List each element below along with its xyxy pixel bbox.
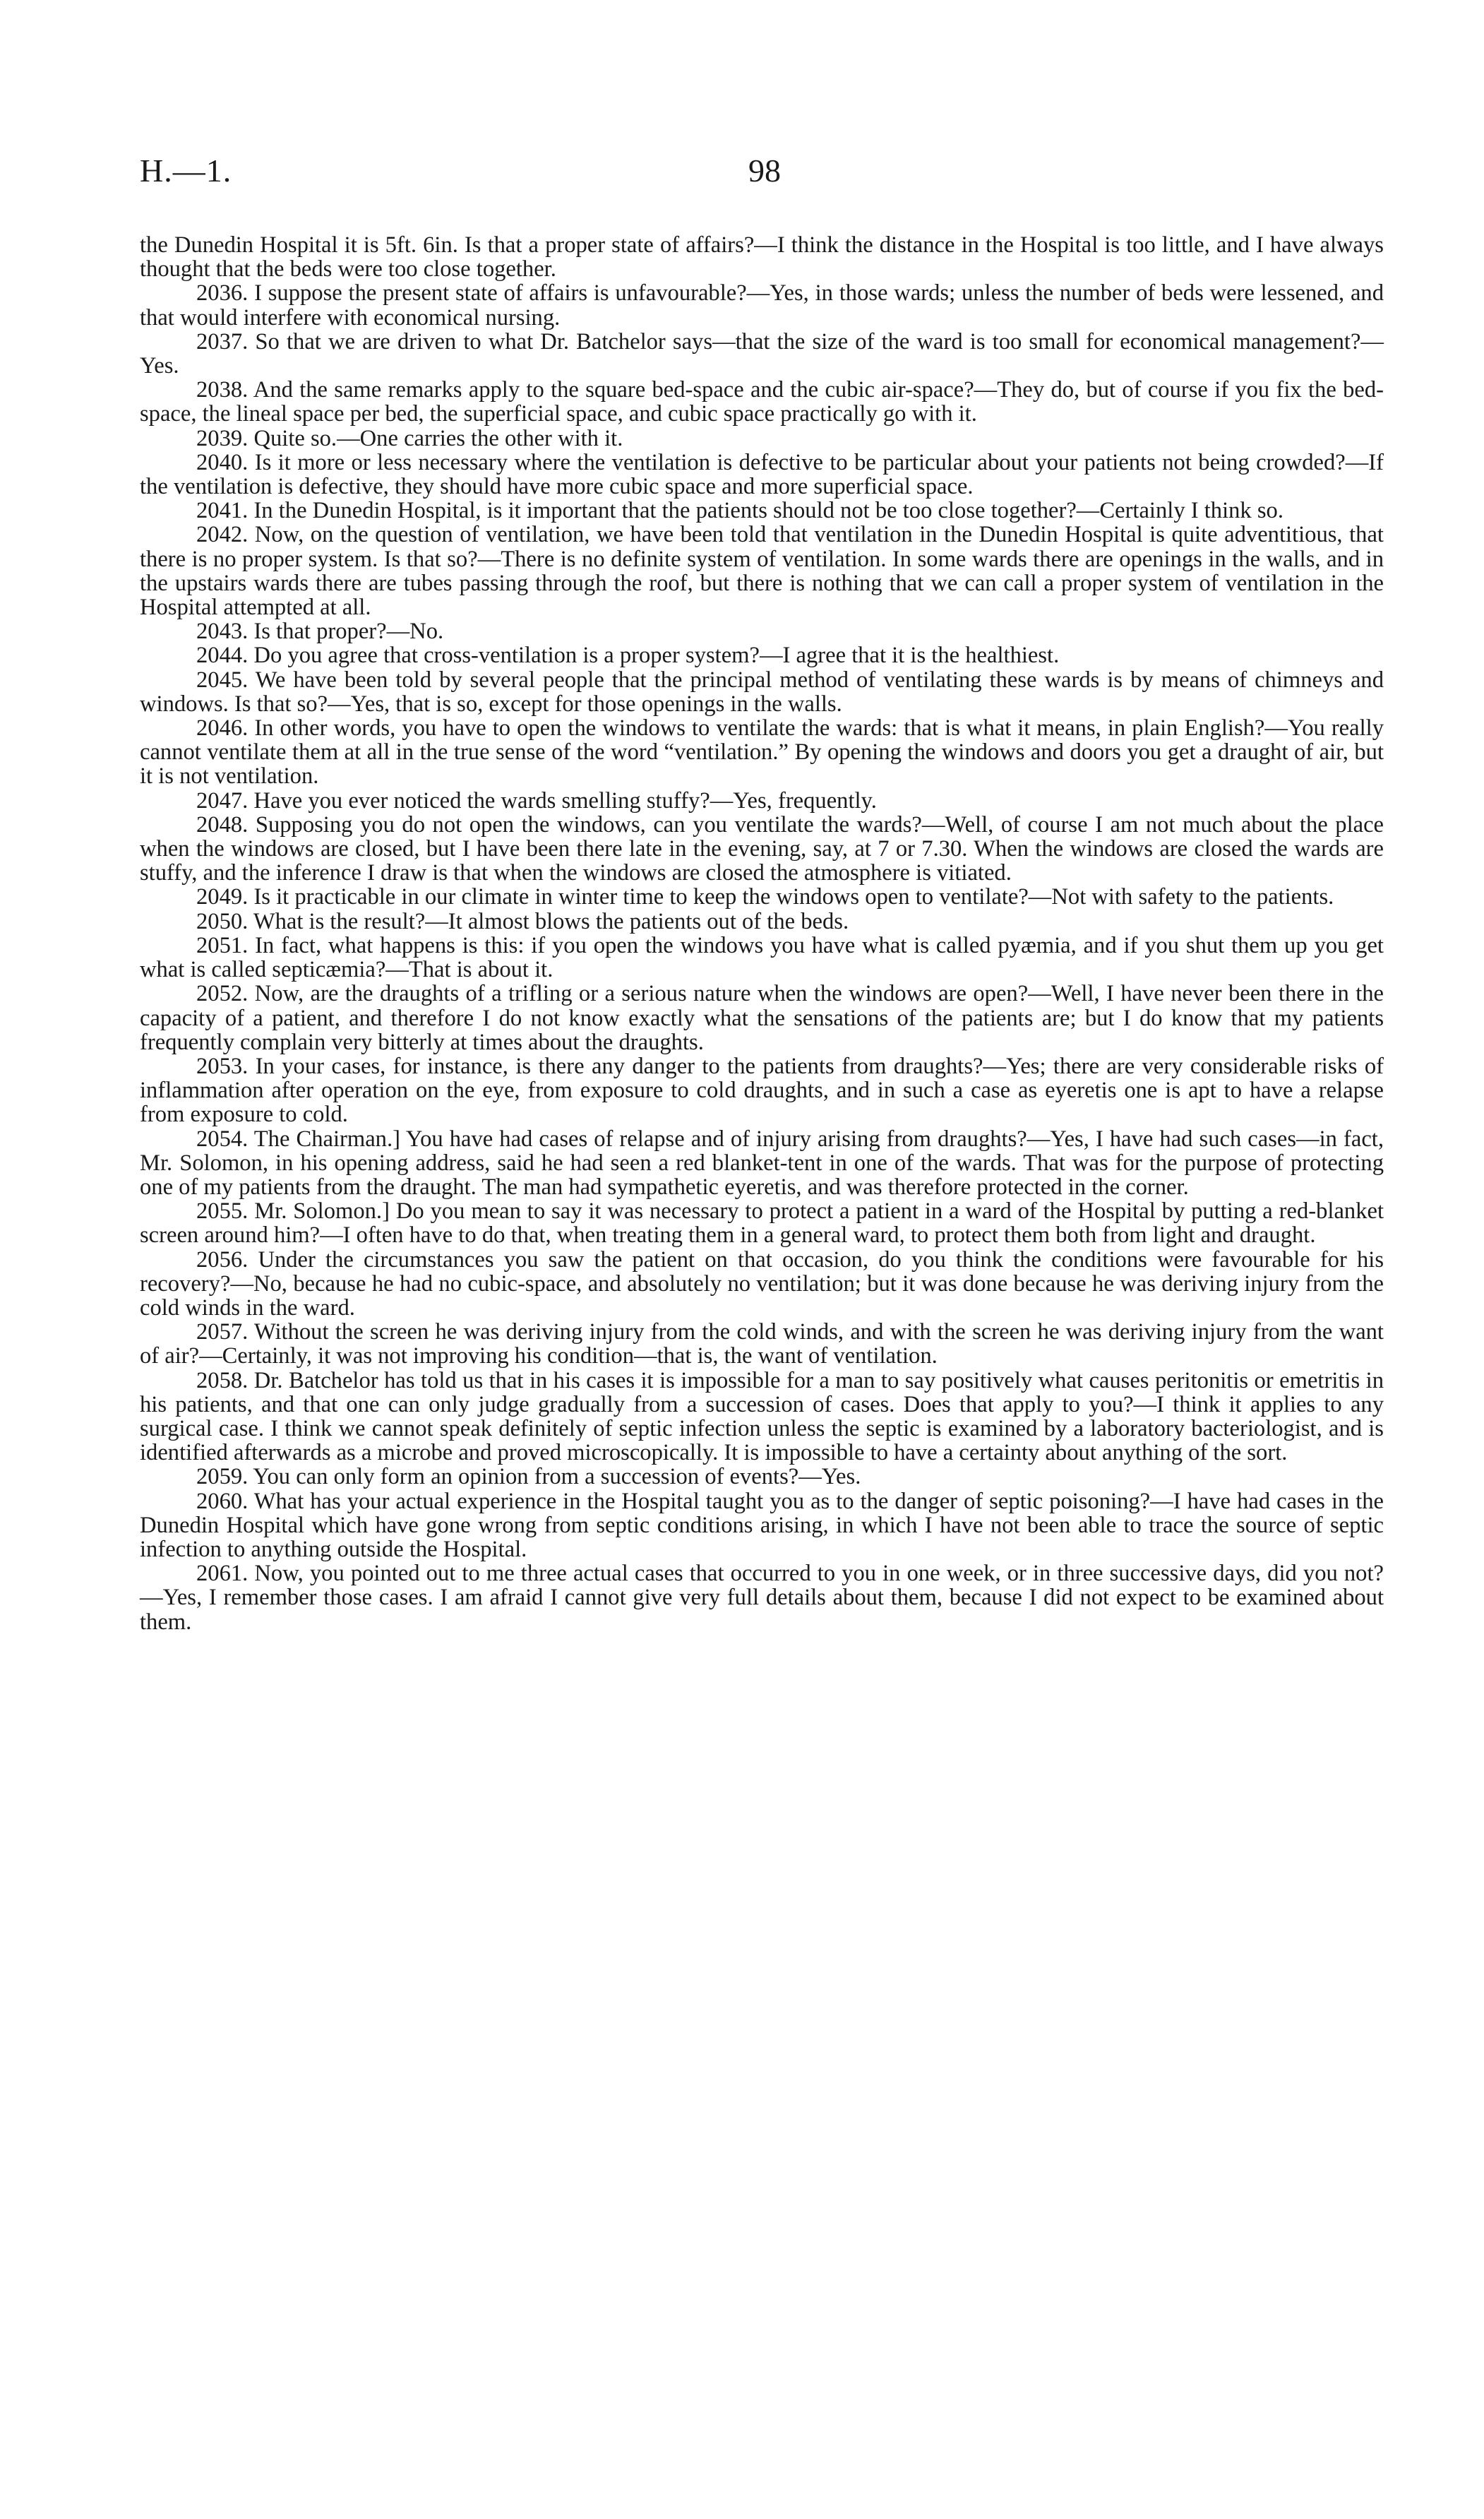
paragraph-2051: 2051. In fact, what happens is this: if you open the windows you have what is called pyæmia, and if you shut them up you get what is called septicæmia?—That is about it.: [140, 932, 1384, 983]
paragraph-2050: 2050. What is the result?—It almost blows the patients out of the beds.: [196, 908, 849, 934]
body-text: [140, 233, 1384, 1634]
paragraph-2039: 2039. Quite so.—One carries the other with it.: [196, 425, 623, 451]
paragraph-2045: 2045. We have been told by several people that the principal method of ventilating these wards is by means of chimneys and windows. Is that so?—Yes, that is so, except for those openings in the walls.: [140, 667, 1384, 717]
paragraph-2043: 2043. Is that proper?—No.: [196, 619, 444, 645]
paragraph-2037: 2037. So that we are driven to what Dr. Batchelor says—that the size of the ward is too small for economical management?—Yes.: [140, 328, 1384, 379]
paragraph-2059: 2059. You can only form an opinion from a succession of events?—Yes.: [196, 1464, 861, 1490]
paragraph-2055: 2055. Mr. Solomon.] Do you mean to say it was necessary to protect a patient in a ward of the Hospital by putting a red-blanket screen around him?—I often have to do that, when treating them in a general ward, to protect them both from light and draught.: [140, 1198, 1384, 1249]
paragraph-2047: 2047. Have you ever noticed the wards smelling stuffy?—Yes, frequently.: [196, 787, 877, 814]
paragraph-2052: 2052. Now, are the draughts of a trifling or a serious nature when the windows are open?—Well, I have never been there in the capacity of a patient, and therefore I do not know exactly what the sensations of the patients are; but I do know that my patients frequently complain very bitterly at times about the draughts.: [140, 981, 1384, 1055]
paragraph-2044: 2044. Do you agree that cross-ventilation is a proper system?—I agree that it is the healthiest.: [196, 643, 1060, 669]
paragraph-2041: 2041. In the Dunedin Hospital, is it important that the patients should not be too close together?—Certainly I think so.: [196, 498, 1283, 524]
paragraph-2048: 2048. Supposing you do not open the windows, can you ventilate the wards?—Well, of course I am not much about the place when the windows are closed, but I have been there late in the evening, say, at 7 or 7.30. When the windows are closed the wards are stuffy, and the inference I draw is that when the windows are closed the atmosphere is vitiated.: [140, 811, 1384, 886]
page-number: 98: [748, 153, 781, 189]
paragraph-2060: 2060. What has your actual experience in the Hospital taught you as to the danger of septic poisoning?—I have had cases in the Dunedin Hospital which have gone wrong from septic conditions arising, in which I have not been able to trace the source of septic infection to anything outside the Hospital.: [140, 1488, 1384, 1562]
paragraph-2040: 2040. Is it more or less necessary where the ventilation is defective to be particular about your patients not being crowded?—If the ventilation is defective, they should have more cubic space and more superficial space.: [140, 449, 1384, 500]
paragraph-2057: 2057. Without the screen he was deriving injury from the cold winds, and with the screen he was deriving injury from the want of air?—Certainly, it was not improving his condition—that is, the want of ventilation.: [140, 1319, 1384, 1369]
paragraph-continuation: the Dunedin Hospital it is 5ft. 6in. Is that a proper state of affairs?—I think the distance in the Hospital is too little, and I have always thought that the beds were too close together.: [140, 232, 1384, 282]
paragraph-2046: 2046. In other words, you have to open the windows to ventilate the wards: that is what it means, in plain English?—You really cannot ventilate them at all in the true sense of the word “ventilation.” By opening the windows and doors you get a draught of air, but it is not ventilation.: [140, 715, 1384, 790]
paragraph-2038: 2038. And the same remarks apply to the square bed-space and the cubic air-space?—They do, but of course if you fix the bed-space, the lineal space per bed, the superficial space, and cubic space practically go with it.: [140, 377, 1384, 427]
page-header: [140, 152, 1382, 194]
paragraph-2036: 2036. I suppose the present state of affairs is unfavourable?—Yes, in those wards; unless the number of beds were lessened, and that would interfere with economical nursing.: [140, 280, 1384, 330]
paragraph-2056: 2056. Under the circumstances you saw the patient on that occasion, do you think the conditions were favourable for his recovery?—No, because he had no cubic-space, and absolutely no ventilation; but it was done because he was deriving injury from the cold winds in the ward.: [140, 1246, 1384, 1321]
paragraph-2054: 2054. The Chairman.] You have had cases of relapse and of injury arising from draughts?—Yes, I have had such cases—in fact, Mr. Solomon, in his opening address, said he had seen a red blanket-tent in one of the wards. That was for the purpose of protecting one of my patients from the draught. The man had sympathetic eyeretis, and was therefore protected in the corner.: [140, 1126, 1384, 1200]
paragraph-2049: 2049. Is it practicable in our climate in winter time to keep the windows open to ventilate?—Not with safety to the patients.: [196, 884, 1334, 910]
paragraph-2053: 2053. In your cases, for instance, is there any danger to the patients from draughts?—Yes; there are very considerable risks of inflammation after operation on the eye, from exposure to cold draughts, and in such a case as eyeretis one is apt to have a relapse from exposure to cold.: [140, 1053, 1384, 1128]
paragraph-2058: 2058. Dr. Batchelor has told us that in his cases it is impossible for a man to say positively what causes peritonitis or emetritis in his patients, and that one can only judge gradually from a succession of cases. Does that apply to you?—I think it applies to any surgical case. I think we cannot speak definitely of septic infection unless the septic is examined by a laboratory bacteriologist, and is identified afterwards as a microbe and proved microscopically. It is impossible to have a certainty about anything of the sort.: [140, 1367, 1384, 1466]
document-reference: H.—1.: [140, 153, 232, 189]
paragraph-2061: 2061. Now, you pointed out to me three actual cases that occurred to you in one week, or in three successive days, did you not?—Yes, I remember those cases. I am afraid I cannot give very full details about them, because I did not expect to be examined about them.: [140, 1561, 1384, 1635]
paragraph-2042: 2042. Now, on the question of ventilation, we have been told that ventilation in the Dunedin Hospital is quite adventitious, that there is no proper system. Is that so?—There is no definite system of ventilation. In some wards there are openings in the walls, and in the upstairs wards there are tubes passing through the roof, but there is nothing that we can call a proper system of ventilation in the Hospital attempted at all.: [140, 522, 1384, 621]
